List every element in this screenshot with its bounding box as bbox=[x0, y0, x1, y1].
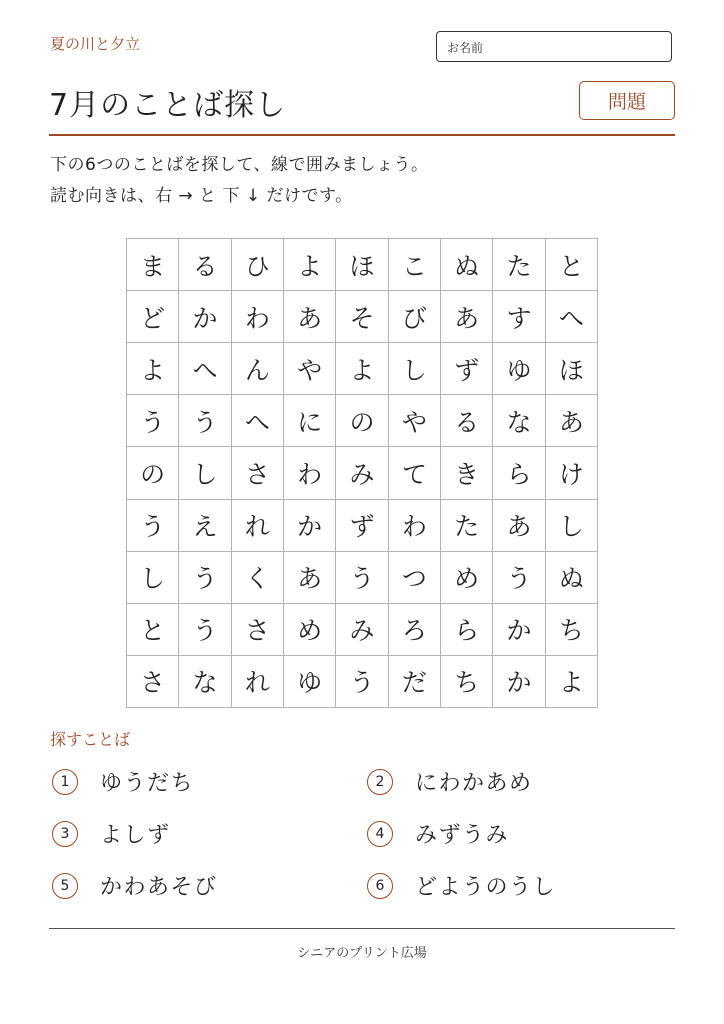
grid-cell: よ bbox=[284, 239, 336, 291]
header-divider bbox=[49, 134, 675, 136]
grid-cell: や bbox=[284, 343, 336, 395]
grid-cell: う bbox=[127, 500, 179, 552]
grid-cell: す bbox=[493, 291, 545, 343]
grid-cell: あ bbox=[546, 395, 598, 447]
grid-cell: の bbox=[127, 447, 179, 499]
grid-cell: れ bbox=[232, 500, 284, 552]
grid-cell: ず bbox=[441, 343, 493, 395]
word-search-grid bbox=[126, 238, 598, 708]
grid-cell: さ bbox=[232, 604, 284, 656]
word-item-3 bbox=[52, 818, 171, 849]
grid-cell: ず bbox=[336, 500, 388, 552]
grid-cell: あ bbox=[493, 500, 545, 552]
grid-cell: ち bbox=[441, 656, 493, 708]
grid-cell: へ bbox=[179, 343, 231, 395]
grid-cell: の bbox=[336, 395, 388, 447]
word-text: よしず bbox=[100, 823, 171, 848]
word-text: にわかあめ bbox=[415, 771, 533, 796]
grid-cell: ほ bbox=[336, 239, 388, 291]
grid-cell: る bbox=[441, 395, 493, 447]
word-number-badge: 3 bbox=[52, 821, 78, 847]
grid-cell: う bbox=[336, 656, 388, 708]
word-item-4 bbox=[367, 818, 509, 849]
grid-cell: に bbox=[284, 395, 336, 447]
footer-divider bbox=[49, 928, 675, 929]
word-item-6 bbox=[367, 870, 556, 901]
word-item-1 bbox=[52, 766, 194, 797]
grid-cell: そ bbox=[336, 291, 388, 343]
word-text: どようのうし bbox=[415, 875, 557, 900]
grid-cell: ま bbox=[127, 239, 179, 291]
word-item-2 bbox=[367, 766, 533, 797]
grid-cell: き bbox=[441, 447, 493, 499]
series-title: 夏の川と夕立 bbox=[50, 35, 141, 53]
grid-cell: だ bbox=[389, 656, 441, 708]
word-text: みずうみ bbox=[415, 823, 510, 848]
grid-cell: た bbox=[493, 239, 545, 291]
grid-cell: ゆ bbox=[493, 343, 545, 395]
grid-cell: わ bbox=[232, 291, 284, 343]
grid-cell: う bbox=[179, 395, 231, 447]
word-number-badge: 4 bbox=[367, 821, 393, 847]
grid-cell: つ bbox=[389, 552, 441, 604]
grid-cell: へ bbox=[546, 291, 598, 343]
grid-cell: み bbox=[336, 604, 388, 656]
grid-cell: れ bbox=[232, 656, 284, 708]
grid-cell: と bbox=[546, 239, 598, 291]
grid-cell: う bbox=[179, 604, 231, 656]
problem-badge: 問題 bbox=[579, 81, 675, 120]
word-list-heading: 探すことば bbox=[50, 730, 131, 749]
grid-cell: よ bbox=[127, 343, 179, 395]
grid-cell: て bbox=[389, 447, 441, 499]
grid-cell: ち bbox=[546, 604, 598, 656]
grid-cell: る bbox=[179, 239, 231, 291]
grid-cell: ほ bbox=[546, 343, 598, 395]
grid-cell: ろ bbox=[389, 604, 441, 656]
grid-cell: ぬ bbox=[441, 239, 493, 291]
grid-cell: や bbox=[389, 395, 441, 447]
grid-cell: か bbox=[284, 500, 336, 552]
grid-cell: よ bbox=[336, 343, 388, 395]
grid-cell: う bbox=[127, 395, 179, 447]
grid-cell: へ bbox=[232, 395, 284, 447]
word-number-badge: 5 bbox=[52, 873, 78, 899]
grid-cell: め bbox=[284, 604, 336, 656]
grid-cell: あ bbox=[284, 291, 336, 343]
grid-cell: あ bbox=[441, 291, 493, 343]
grid-cell: ら bbox=[493, 447, 545, 499]
grid-cell: し bbox=[127, 552, 179, 604]
grid-cell: ひ bbox=[232, 239, 284, 291]
grid-cell: ど bbox=[127, 291, 179, 343]
word-number-badge: 1 bbox=[52, 769, 78, 795]
grid-cell: こ bbox=[389, 239, 441, 291]
grid-cell: さ bbox=[127, 656, 179, 708]
grid-cell: わ bbox=[284, 447, 336, 499]
word-number-badge: 6 bbox=[367, 873, 393, 899]
grid-cell: え bbox=[179, 500, 231, 552]
name-field[interactable] bbox=[436, 31, 672, 62]
footer-text: シニアのプリント広場 bbox=[297, 946, 427, 961]
page-title: 7月のことば探し bbox=[49, 88, 287, 123]
grid-cell: ん bbox=[232, 343, 284, 395]
grid-cell: た bbox=[441, 500, 493, 552]
grid-cell: く bbox=[232, 552, 284, 604]
instruction-line-1: 下の6つのことばを探して、線で囲みましょう。 bbox=[50, 155, 429, 175]
grid-cell: と bbox=[127, 604, 179, 656]
grid-cell: ら bbox=[441, 604, 493, 656]
grid-cell: う bbox=[493, 552, 545, 604]
grid-cell: う bbox=[179, 552, 231, 604]
grid-cell: か bbox=[179, 291, 231, 343]
grid-cell: し bbox=[546, 500, 598, 552]
grid-cell: ゆ bbox=[284, 656, 336, 708]
word-number-badge: 2 bbox=[367, 769, 393, 795]
grid-cell: み bbox=[336, 447, 388, 499]
grid-cell: さ bbox=[232, 447, 284, 499]
grid-cell: び bbox=[389, 291, 441, 343]
word-text: かわあそび bbox=[100, 875, 218, 900]
grid-cell: し bbox=[179, 447, 231, 499]
grid-cell: う bbox=[336, 552, 388, 604]
grid-cell: よ bbox=[546, 656, 598, 708]
word-text: ゆうだち bbox=[100, 771, 195, 796]
instruction-line-2: 読む向きは、右 → と 下 ↓ だけです。 bbox=[50, 186, 353, 206]
grid-cell: あ bbox=[284, 552, 336, 604]
word-item-5 bbox=[52, 870, 218, 901]
grid-cell: め bbox=[441, 552, 493, 604]
grid-cell: し bbox=[389, 343, 441, 395]
grid-cell: な bbox=[493, 395, 545, 447]
grid-cell: ぬ bbox=[546, 552, 598, 604]
grid-cell: か bbox=[493, 656, 545, 708]
grid-cell: か bbox=[493, 604, 545, 656]
grid-cell: け bbox=[546, 447, 598, 499]
name-field-label: お名前 bbox=[447, 41, 484, 55]
grid-cell: わ bbox=[389, 500, 441, 552]
grid-cell: な bbox=[179, 656, 231, 708]
